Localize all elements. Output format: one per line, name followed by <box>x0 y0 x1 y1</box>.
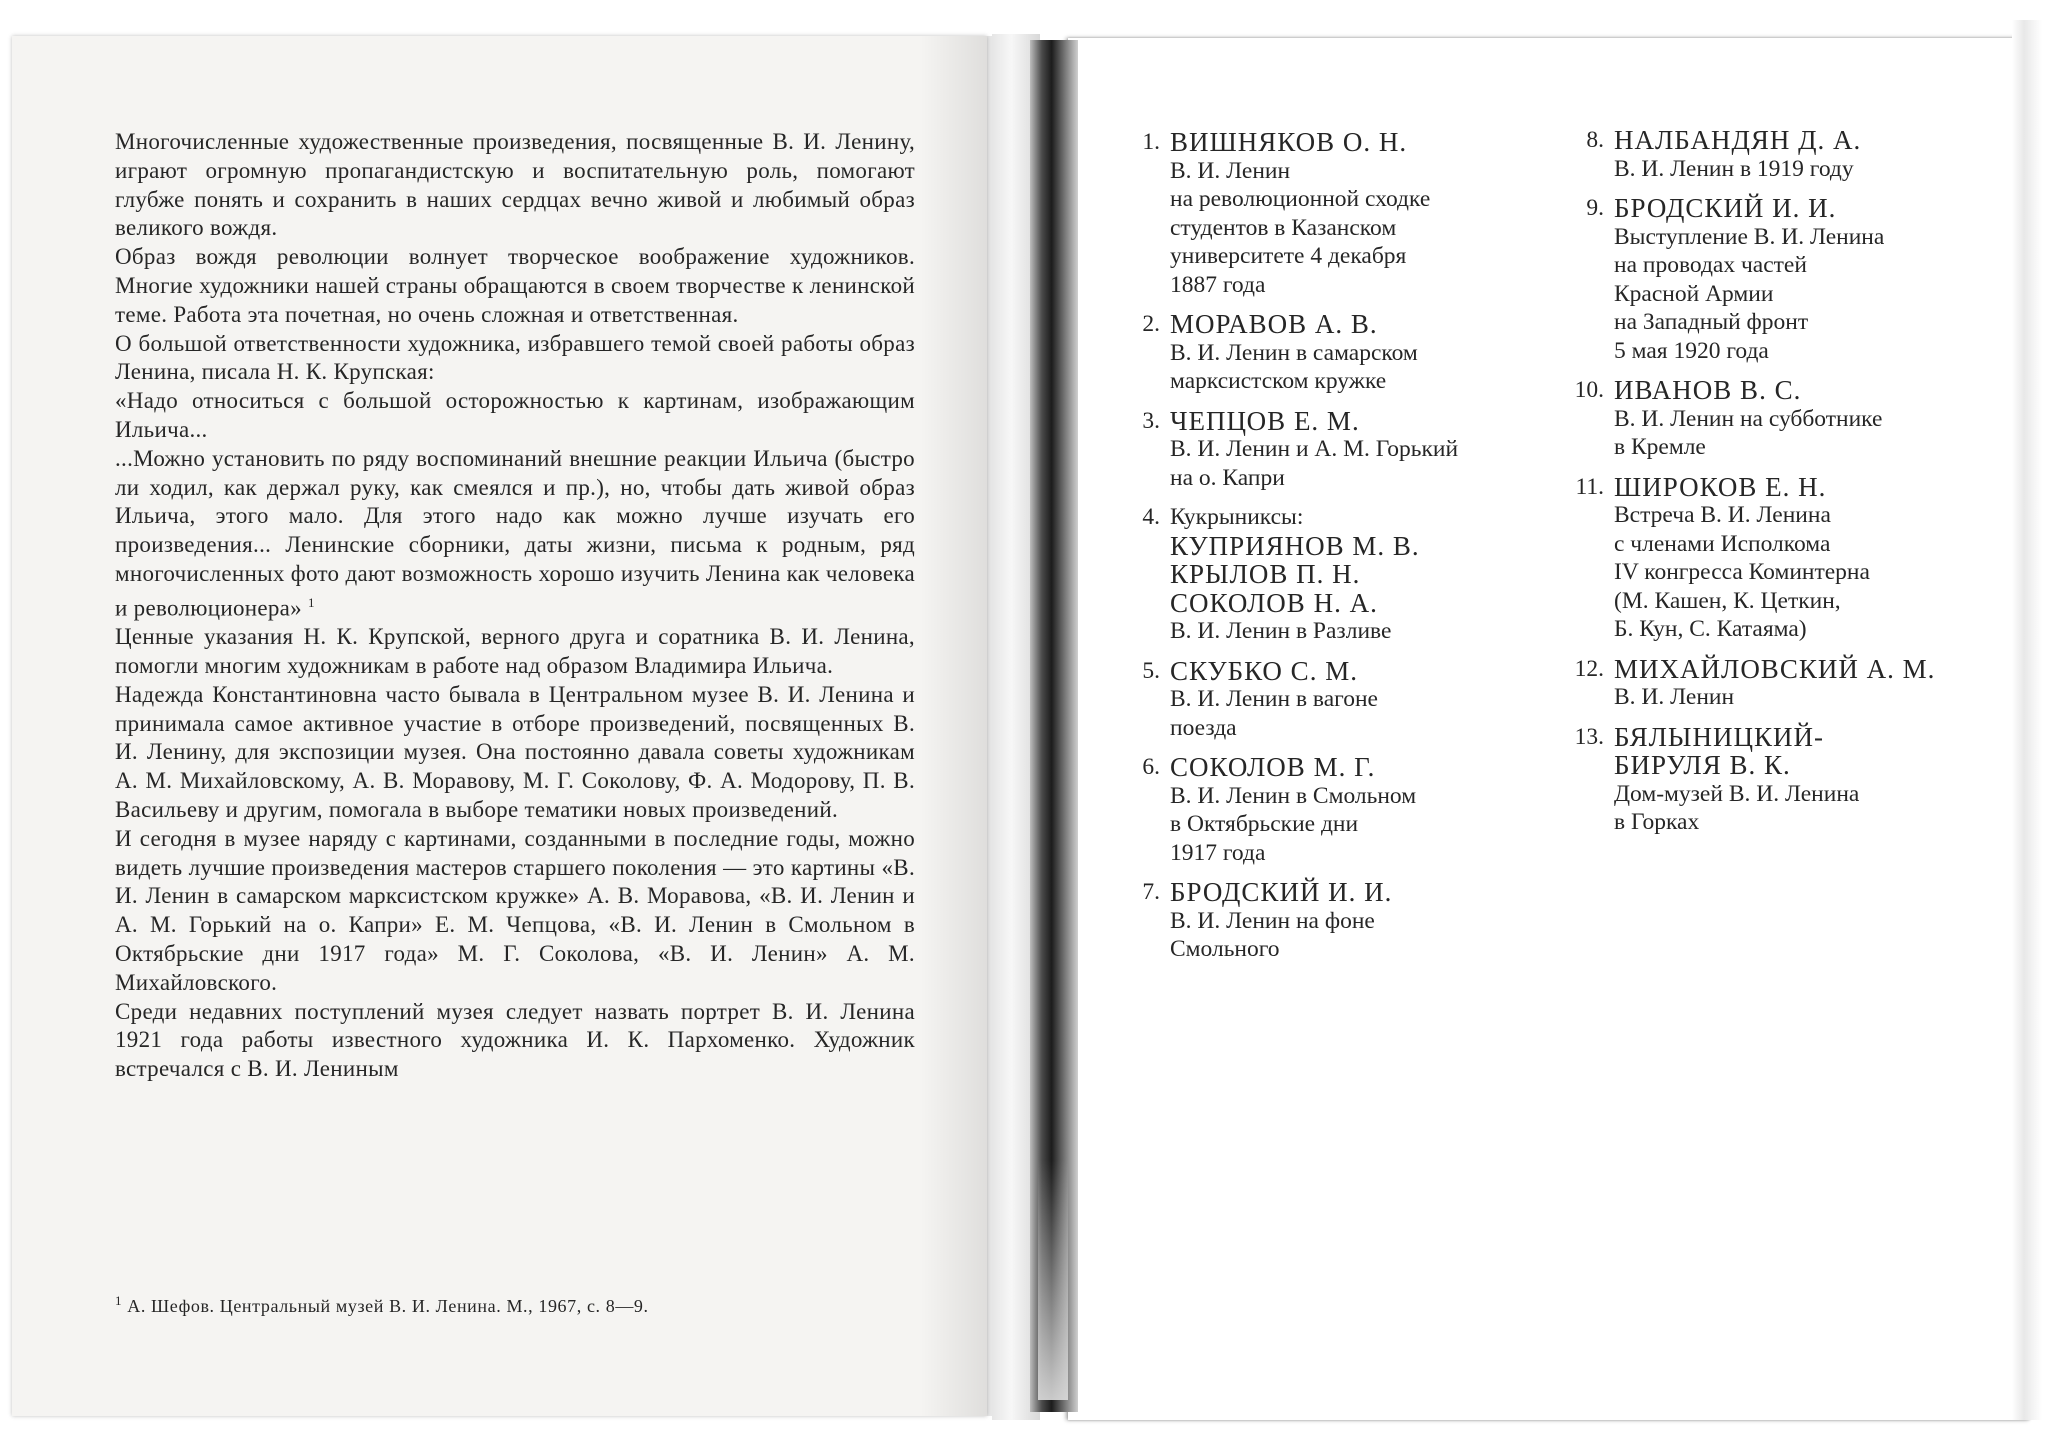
artist-name: ИВАНОВ В. С. <box>1614 375 1802 405</box>
artist-name: КРЫЛОВ П. Н. <box>1170 559 1361 589</box>
item-number: 1. <box>1142 129 1160 155</box>
artist-name: МИХАЙЛОВСКИЙ А. М. <box>1614 653 1936 684</box>
list-item <box>1552 376 1992 462</box>
list-item <box>1552 126 1992 183</box>
artist-name: Кукрыниксы: <box>1170 504 1304 530</box>
list-item <box>1118 753 1538 867</box>
item-number: 9. <box>1586 195 1604 221</box>
paragraph: О большой ответственности художника, избравшего темой своей работы образ Ленина, писала Н. К. Крупская: <box>115 330 915 385</box>
item-number: 11. <box>1575 473 1604 500</box>
artist-name: КУПРИЯНОВ М. В. <box>1170 530 1420 561</box>
artwork-title: В. И. Ленин в Смольном <box>1170 782 1417 809</box>
artist-name: ШИРОКОВ Е. Н. <box>1614 471 1827 502</box>
artist-name: БРОДСКИЙ И. И. <box>1614 193 1837 223</box>
photo-edge-strip <box>1030 40 1078 1412</box>
paragraph: «Надо относиться с большой осторожностью к картинам, изображающим Ильича... <box>115 388 915 442</box>
artwork-title: В. И. Ленин в Разливе <box>1170 618 1392 644</box>
artwork-title: Встреча В. И. Ленина <box>1614 502 1831 528</box>
artwork-title: поезда <box>1170 714 1237 741</box>
item-number: 12. <box>1574 655 1604 682</box>
artwork-title: 1917 года <box>1170 839 1266 866</box>
artwork-title: Смольного <box>1170 936 1280 962</box>
artist-name: СОКОЛОВ М. Г. <box>1170 752 1376 782</box>
artwork-title: В. И. Ленин <box>1170 157 1291 184</box>
artwork-title: В. И. Ленин на субботнике <box>1614 405 1883 432</box>
footnote-marker: 1 <box>308 594 315 610</box>
artwork-title: Дом-музей В. И. Ленина <box>1614 780 1860 807</box>
artwork-title: Красной Армии <box>1614 280 1774 307</box>
paragraph: Надежда Константиновна часто бывала в Центральном музее В. И. Ленина и принимала самое активное участие в отборе произведений, посвященных В. И. Ленину, для экспозиции музея. Она постоянно давала советы художникам А. М. Михайловскому, А. В. Моравову, М. Г. Соколову, Ф. А. Модорову, П. В. Васильеву и другим, помогала в выборе тематики новых произведений. <box>115 681 915 822</box>
list-item <box>1118 407 1538 493</box>
list-item <box>1552 194 1992 365</box>
footnote <box>115 1290 915 1317</box>
artist-name: НАЛБАНДЯН Д. А. <box>1614 125 1862 155</box>
artist-name: ВИШНЯКОВ О. Н. <box>1170 127 1408 157</box>
left-page-text <box>115 128 915 1084</box>
artwork-title: В. И. Ленин <box>1614 684 1735 710</box>
artwork-title: Выступление В. И. Ленина <box>1614 223 1885 250</box>
right-page-edge <box>2012 20 2042 1420</box>
paragraph: Среди недавних поступлений музея следует назвать портрет В. И. Ленина 1921 года работы известного художника И. К. Пархоменко. Художник встречался с В. И. Лениным <box>115 998 915 1082</box>
footnote-text: А. Шефов. Центральный музей В. И. Ленина. М., 1967, с. 8—9. <box>127 1296 649 1316</box>
artist-name: БЯЛЫНИЦКИЙ- <box>1614 721 1824 752</box>
artwork-title: на Западный фронт <box>1614 309 1809 335</box>
artist-name: ЧЕПЦОВ Е. М. <box>1170 405 1360 436</box>
artwork-title: с членами Исполкома <box>1614 530 1831 557</box>
artwork-title: IV конгресса Коминтерна <box>1614 559 1870 585</box>
list-item <box>1118 878 1538 964</box>
artwork-title: В. И. Ленин на фоне <box>1170 907 1375 934</box>
artwork-title: 5 мая 1920 года <box>1614 337 1769 364</box>
quote-text: ...Можно установить по ряду воспоминаний внешние реакции Ильича (быстро ли ходил, как держал руку, как смеялся и пр.), но, чтобы дать живой образ Ильича, этого мало. Для этого надо как можно лучше изучать его произведения... Ленинские сборники, даты жизни, письма к родным, ряд многочисленных фото дают возможность хорошо изучить Ленина как человека и революционера» <box>115 445 915 621</box>
item-number: 6. <box>1142 754 1160 780</box>
artist-name: БИРУЛЯ В. К. <box>1614 750 1791 780</box>
paragraph: И сегодня в музее наряду с картинами, созданными в последние годы, можно видеть лучшие произведения мастеров старшего поколения — это картины «В. И. Ленин в самарском марксистском кружке» А. В. Моравова, «В. И. Ленин и А. М. Горький на о. Капри» Е. М. Чепцова, «В. И. Ленин в Смольном в Октябрьские дни 1917 года» М. Г. Соколова, «В. И. Ленин» А. М. Михайловского. <box>115 825 915 995</box>
artwork-title: университете 4 декабря <box>1170 243 1407 269</box>
artwork-title: В. И. Ленин в 1919 году <box>1614 155 1854 182</box>
artwork-title: в Кремле <box>1614 434 1706 460</box>
paragraph: Образ вождя революции волнует творческое воображение художников. Многие художники нашей страны обращаются в своем творчестве к ленинской теме. Работа эта почетная, но очень сложная и ответственная. <box>115 244 915 327</box>
artwork-title: (М. Кашен, К. Цеткин, <box>1614 587 1841 614</box>
item-number: 7. <box>1142 879 1160 905</box>
list-item <box>1118 310 1538 396</box>
footnote-number: 1 <box>115 1293 123 1308</box>
paragraph-with-footnote <box>115 445 915 623</box>
artist-name: СОКОЛОВ Н. А. <box>1170 587 1378 618</box>
artwork-list-column-1 <box>1118 128 1538 975</box>
artwork-title: В. И. Ленин в самарском <box>1170 339 1418 366</box>
item-number: 10. <box>1574 377 1604 403</box>
item-number: 3. <box>1142 407 1160 434</box>
artist-name: МОРАВОВ А. В. <box>1170 309 1378 339</box>
artwork-title: на проводах частей <box>1614 252 1807 278</box>
list-item <box>1552 723 1992 837</box>
artwork-title: Б. Кун, С. Катаяма) <box>1614 616 1807 642</box>
artwork-title: 1887 года <box>1170 271 1266 298</box>
artist-name: СКУБКО С. М. <box>1170 655 1358 686</box>
list-item <box>1552 655 1992 712</box>
artwork-title: в Горках <box>1614 809 1700 835</box>
item-number: 13. <box>1574 723 1604 750</box>
item-number: 8. <box>1586 127 1604 153</box>
artwork-title: В. И. Ленин в вагоне <box>1170 686 1378 712</box>
artist-name: БРОДСКИЙ И. И. <box>1170 877 1393 907</box>
artwork-title: в Октябрьские дни <box>1170 811 1359 837</box>
artwork-title: на революционной сходке <box>1170 186 1431 212</box>
artwork-title: студентов в Казанском <box>1170 214 1397 241</box>
list-item <box>1552 473 1992 644</box>
item-number: 4. <box>1142 504 1160 530</box>
artwork-title: В. И. Ленин и А. М. Горький <box>1170 436 1459 462</box>
artwork-title: на о. Капри <box>1170 464 1285 491</box>
list-item <box>1118 657 1538 743</box>
artwork-title: марксистском кружке <box>1170 368 1387 394</box>
paragraph: Многочисленные художественные произведения, посвященные В. И. Ленину, играют огромную пропагандистскую и воспитательную роль, помогают глубже понять и сохранить в наших сердцах вечно живой и любимый образ великого вождя. <box>115 129 915 241</box>
item-number: 5. <box>1142 657 1160 684</box>
artwork-list-column-2 <box>1552 126 1992 848</box>
list-item <box>1118 128 1538 299</box>
paragraph: Ценные указания Н. К. Крупской, верного друга и соратника В. И. Ленина, помогли многим художникам в работе над образом Владимира Ильича. <box>115 624 915 678</box>
list-item <box>1118 503 1538 646</box>
item-number: 2. <box>1142 311 1160 337</box>
